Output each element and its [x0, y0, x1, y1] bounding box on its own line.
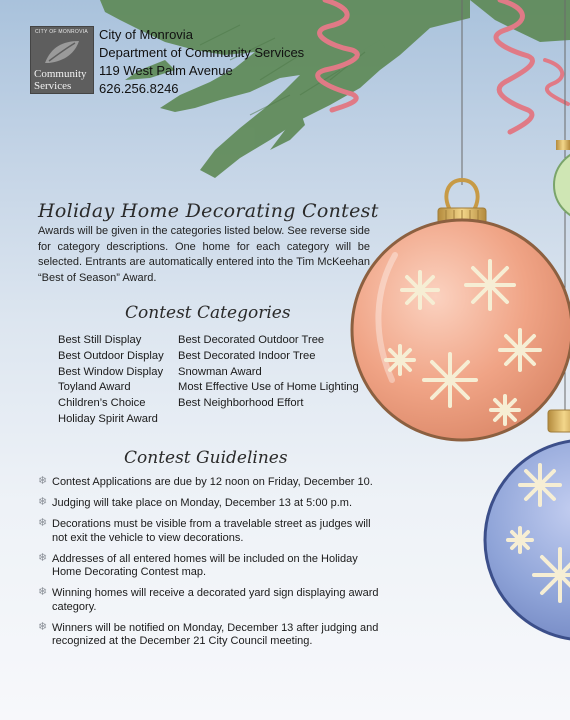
category-item: Snowman Award	[178, 365, 262, 378]
categories-column-2	[178, 333, 359, 412]
peach-ornament	[352, 180, 570, 440]
guidelines-heading: Contest Guidelines	[124, 448, 288, 468]
guideline-item	[38, 476, 388, 490]
category-item: Holiday Spirit Award	[58, 412, 158, 425]
address-block	[99, 26, 304, 98]
green-ornament	[554, 140, 570, 221]
guideline-text: Judging will take place on Monday, December 13 at 5:00 p.m.	[52, 497, 353, 509]
intro-paragraph: Awards will be given in the categories listed below. See reverse side for category descriptions. One home for each category will be selected. Entrants are automatically entered into the Tim McKeehan “Best of Season” Award.	[38, 225, 370, 284]
guideline-item	[38, 497, 388, 511]
blue-ornament	[485, 410, 570, 640]
snowflake-icon: ❄	[38, 475, 48, 487]
guideline-text: Contest Applications are due by 12 noon on Friday, December 10.	[52, 476, 373, 488]
logo-small-text: CITY OF MONROVIA	[35, 29, 89, 35]
leaf-icon	[41, 37, 83, 67]
category-item: Best Outdoor Display	[58, 349, 164, 362]
category-item: Best Decorated Indoor Tree	[178, 349, 316, 362]
logo-line-1: Community	[34, 68, 87, 80]
category-item: Best Window Display	[58, 365, 164, 378]
snowflake-icon: ❄	[38, 620, 48, 633]
guideline-text: Winning homes will receive a decorated yard sign displaying award category.	[52, 587, 379, 613]
snowflake-icon: ❄	[38, 496, 48, 508]
category-item: Best Neighborhood Effort	[178, 397, 304, 410]
snowflake-icon: ❄	[38, 517, 48, 529]
categories-heading: Contest Categories	[125, 303, 291, 323]
page-title: Holiday Home Decorating Contest	[38, 200, 379, 222]
address-line: 626.256.8246	[99, 81, 179, 96]
category-item: Toyland Award	[58, 381, 131, 394]
snowflake-icon: ❄	[38, 586, 48, 598]
address-line: 119 West Palm Avenue	[99, 63, 233, 78]
address-line: City of Monrovia	[99, 27, 193, 42]
guideline-item	[38, 553, 388, 580]
guideline-item	[38, 622, 388, 649]
guideline-text: Winners will be notified on Monday, December 13 after judging and recognized at the December 21 City Council meeting.	[52, 621, 379, 647]
logo-line-2: Services	[34, 80, 72, 92]
guidelines-list	[38, 476, 388, 656]
category-item: Best Decorated Outdoor Tree	[178, 334, 325, 346]
guideline-text: Addresses of all entered homes will be included on the Holiday Home Decorating Contest map.	[52, 552, 358, 578]
address-line: Department of Community Services	[99, 45, 305, 60]
category-item: Best Still Display	[58, 334, 142, 346]
guideline-item	[38, 587, 388, 614]
guideline-item	[38, 518, 388, 545]
category-item: Most Effective Use of Home Lighting	[178, 381, 359, 394]
categories-column-1	[58, 333, 164, 428]
guideline-text: Decorations must be visible from a travelable street as judges will not exit the vehicle to view decorations.	[52, 518, 371, 544]
category-item: Children’s Choice	[58, 397, 146, 410]
snowflake-icon: ❄	[38, 551, 48, 564]
community-services-logo	[30, 26, 94, 94]
